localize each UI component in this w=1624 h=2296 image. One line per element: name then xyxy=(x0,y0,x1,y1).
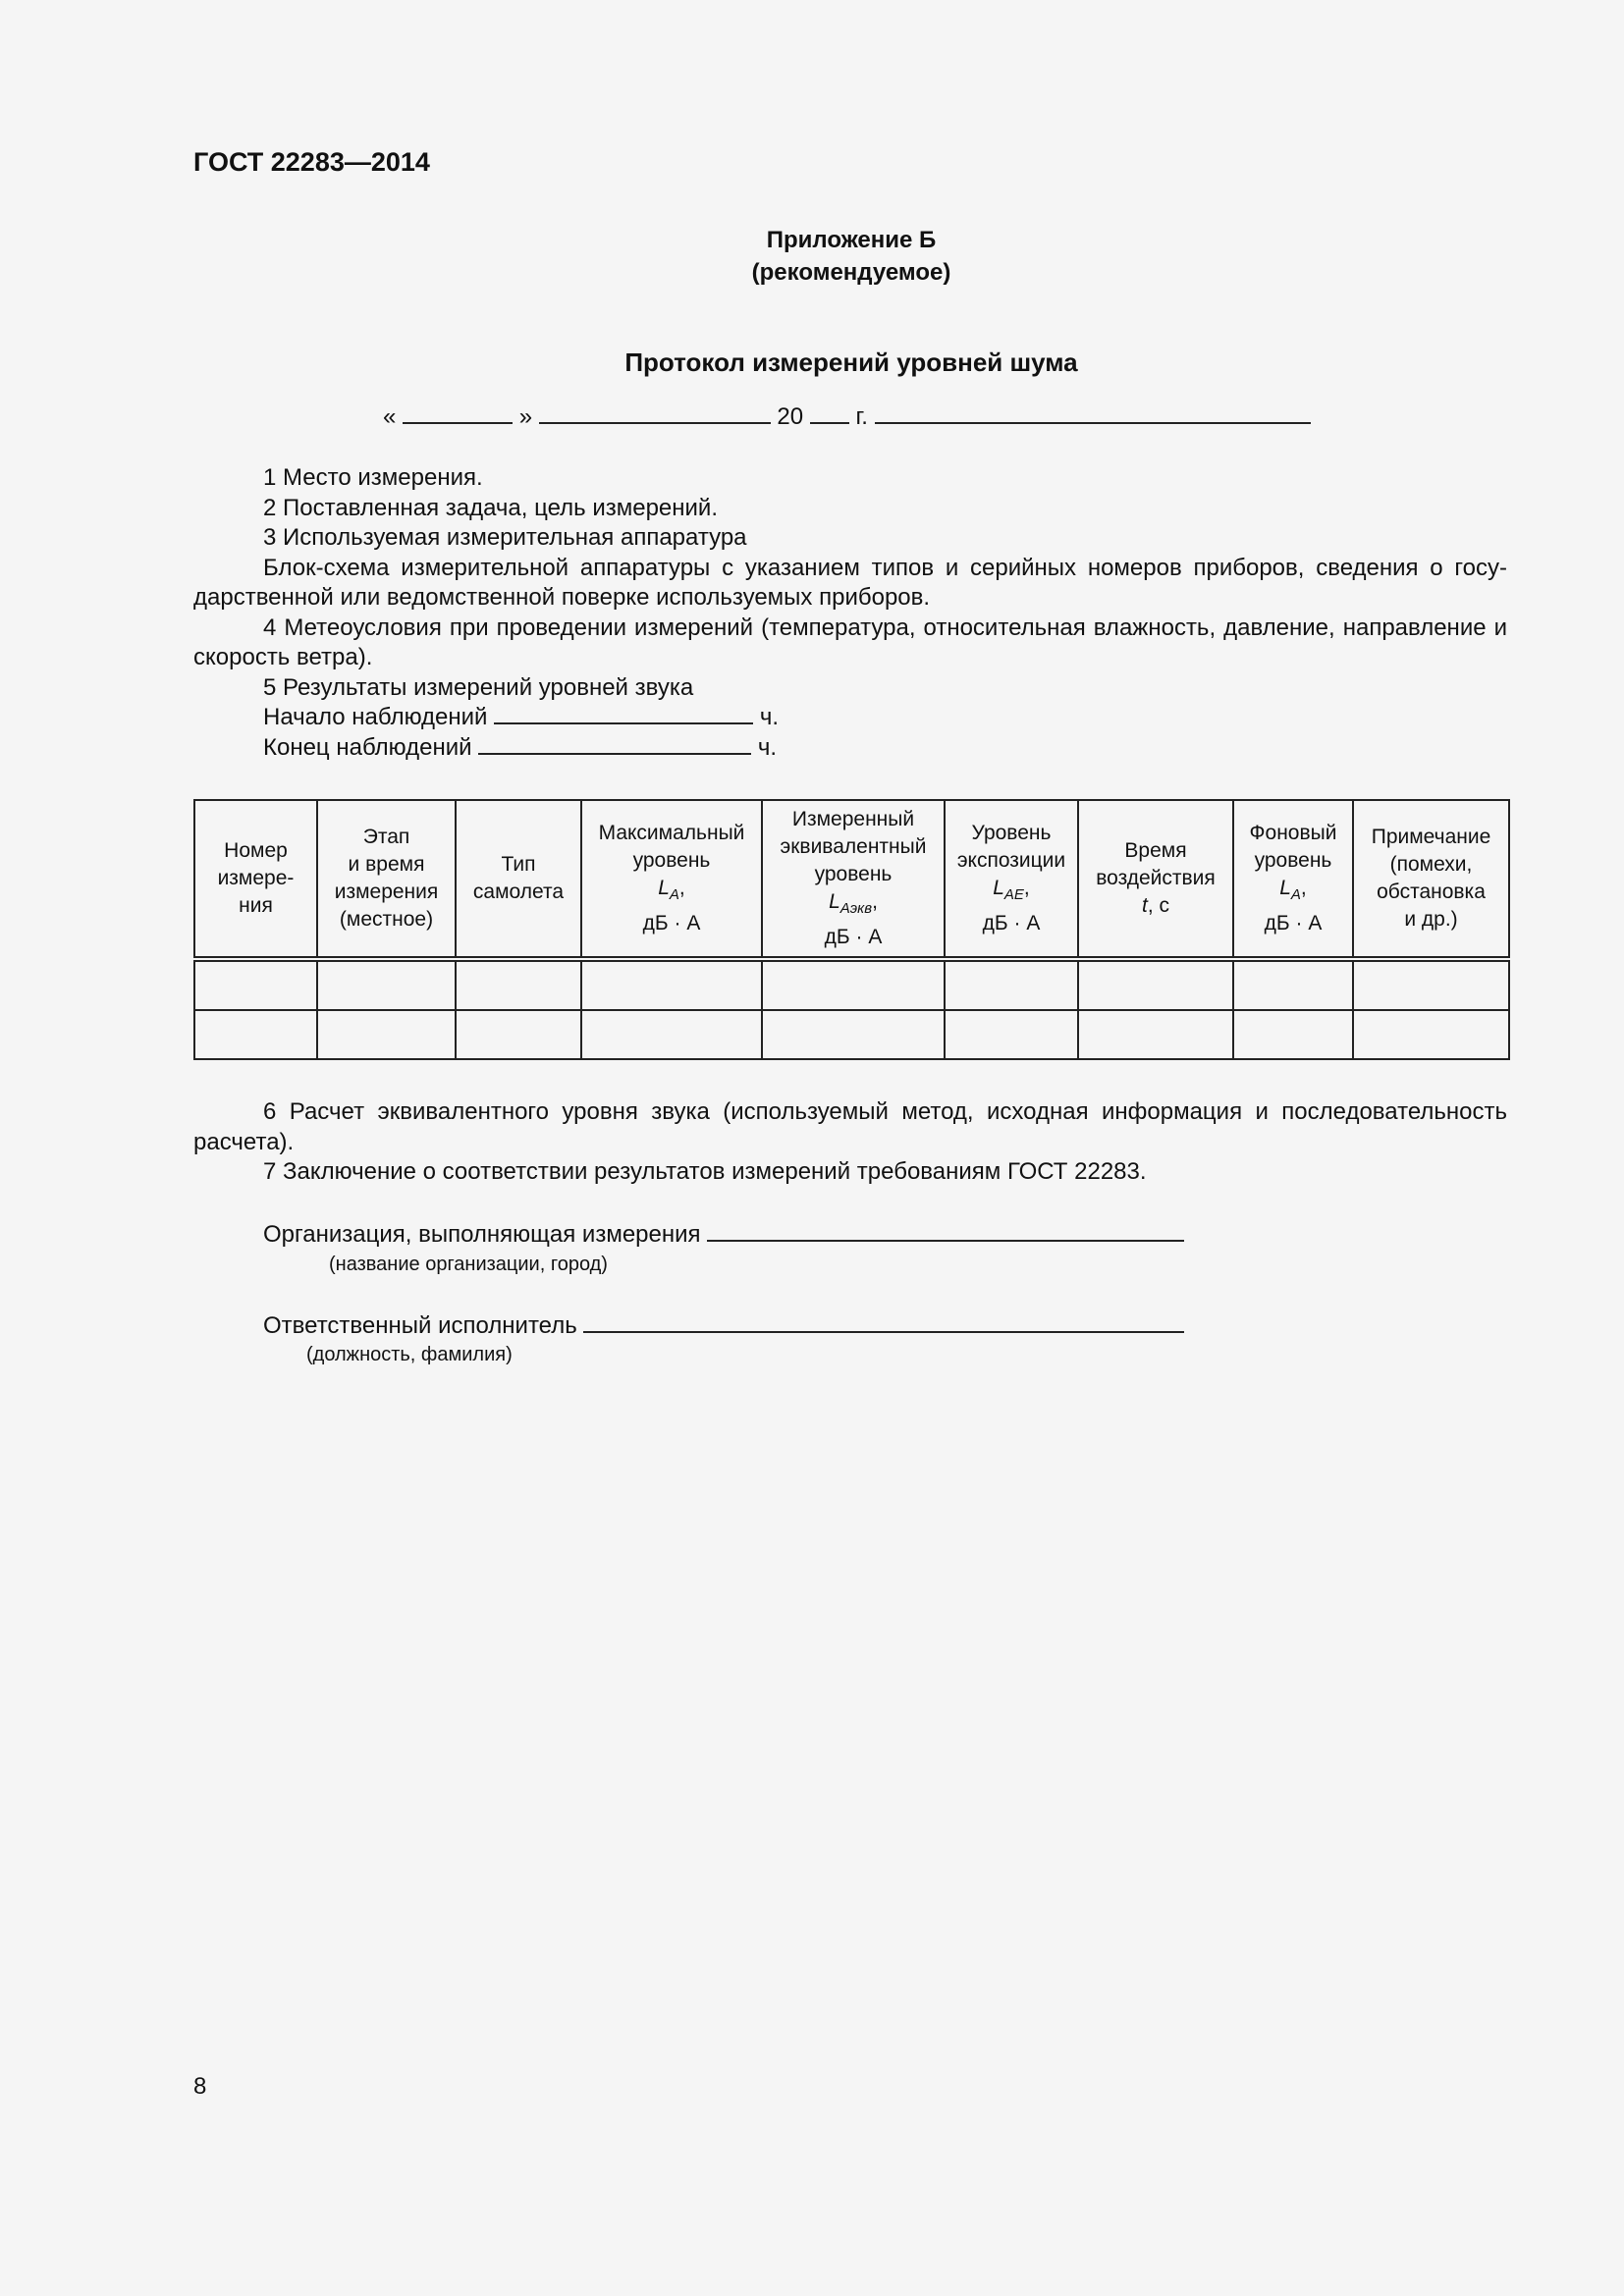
document-id: ГОСТ 22283—2014 xyxy=(193,147,430,177)
responsible-person-blank xyxy=(583,1311,1184,1333)
table-row xyxy=(194,959,1509,1010)
observation-start: Начало наблюдений ч. xyxy=(263,704,779,730)
section-2: 2 Поставленная задача, цель измерений. xyxy=(263,494,719,521)
protocol-sections xyxy=(193,463,1507,763)
col-header-exposure-time: Время воздействия t, с xyxy=(1078,800,1233,959)
measurement-table xyxy=(193,799,1510,1060)
responsible-person-line: Ответственный исполнитель xyxy=(263,1311,1184,1340)
end-blank xyxy=(478,733,751,755)
table-header-row xyxy=(194,800,1509,959)
col-header-number: Номер измере- ния xyxy=(194,800,317,959)
closing-sections xyxy=(193,1097,1507,1188)
section-7: 7 Заключение о соответствии результатов измерений требованиям ГОСТ 22283. xyxy=(263,1158,1147,1185)
table-row xyxy=(194,1010,1509,1059)
organization-blank xyxy=(707,1220,1184,1242)
col-header-background-level: Фоновый уровень $L_A$, дБ · A xyxy=(1233,800,1353,959)
page-title: Протокол измерений уровней шума xyxy=(624,347,1078,377)
section-6: 6 Расчет эквивалентного уровня звука (используемый метод, исходная информация и последовательность расчета). xyxy=(193,1098,1507,1155)
day-blank xyxy=(403,402,513,424)
section-5: 5 Результаты измерений уровней звука xyxy=(263,673,694,701)
date-line xyxy=(383,402,1311,431)
col-header-stage: Этап и время измерения (местное) xyxy=(317,800,456,959)
section-1: 1 Место измерения. xyxy=(263,464,483,491)
organization-line: Организация, выполняющая измерения xyxy=(263,1220,1184,1249)
appendix-label: Приложение Б xyxy=(766,227,937,253)
observation-end: Конец наблюдений ч. xyxy=(263,733,778,761)
responsible-person-note: (должность, фамилия) xyxy=(306,1344,513,1365)
col-header-exposure-level: Уровень экспозиции $L_{AE}$, дБ · A xyxy=(945,800,1078,959)
col-header-note: Примечание (помехи, обстановка и др.) xyxy=(1353,800,1509,959)
month-blank xyxy=(539,402,771,424)
col-header-aircraft-type: Тип самолета xyxy=(456,800,581,959)
start-blank xyxy=(494,703,753,724)
section-4: 4 Метеоусловия при проведении измерений (температура, относительная влажность, давление, направление и скорость ветра). xyxy=(193,614,1507,670)
year-blank xyxy=(810,402,849,424)
open-quote: « xyxy=(383,403,397,430)
year-suffix: г. xyxy=(855,403,868,430)
appendix-heading xyxy=(0,224,1624,289)
col-header-max-level: Максимальный уровень $L_A$, дБ · A xyxy=(581,800,762,959)
appendix-status: (рекомендуемое) xyxy=(751,259,951,286)
section-3: 3 Используемая измерительная аппаратура xyxy=(263,524,747,551)
close-quote: » xyxy=(518,403,533,430)
year-prefix: 20 xyxy=(777,403,804,430)
page-number: 8 xyxy=(193,2073,207,2100)
organization-note: (название организации, город) xyxy=(329,1254,608,1275)
col-header-equivalent-level: Измеренный эквивалентный уровень $L_{Aэкв}$, дБ · A xyxy=(762,800,945,959)
place-blank xyxy=(875,402,1311,424)
section-3-detail: Блок-схема измерительной аппаратуры с указанием типов и серийных номеров приборов, сведения о государственной или ведомственной поверке используемых приборов. xyxy=(193,554,1507,611)
